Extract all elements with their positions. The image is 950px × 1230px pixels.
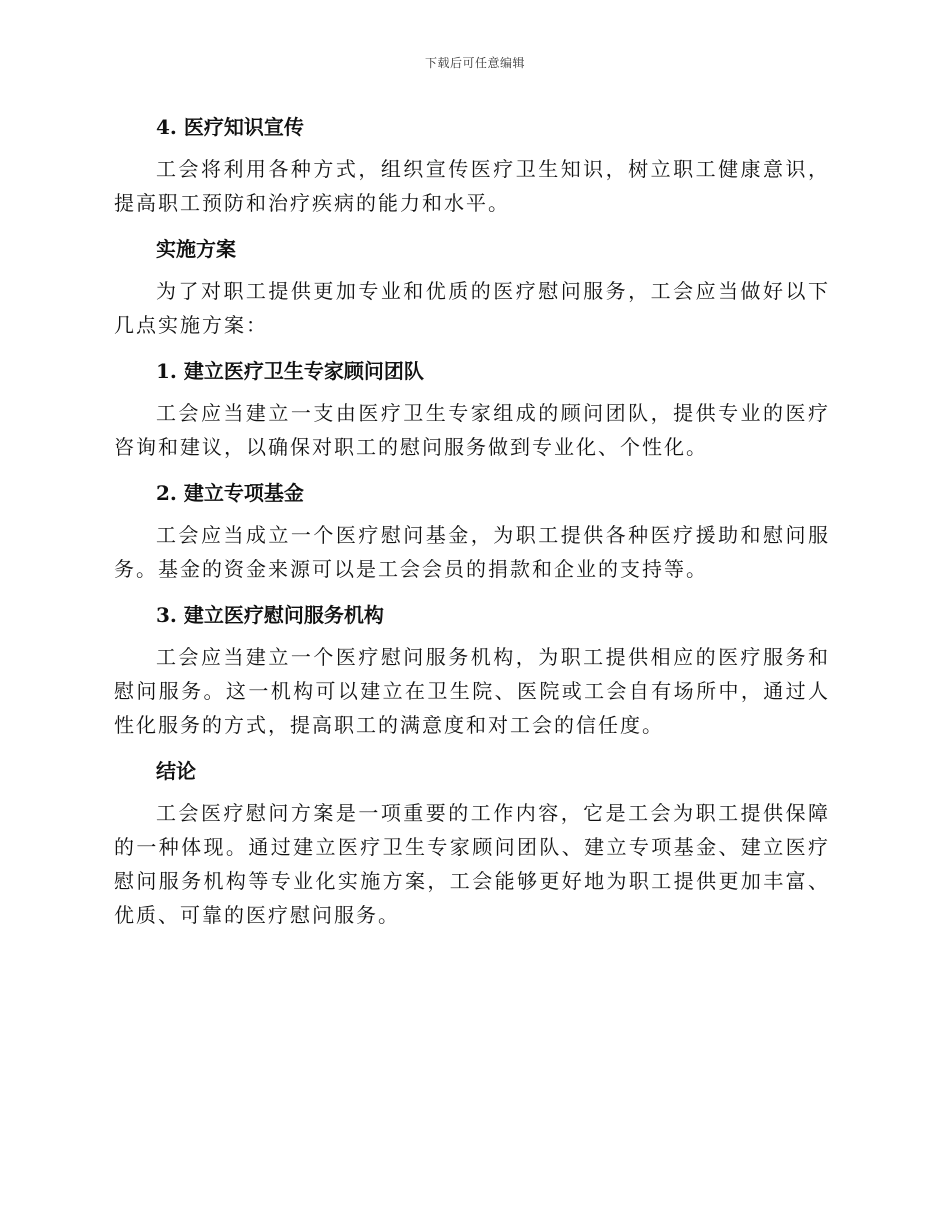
section-paragraph-conclusion: 工会医疗慰问方案是一项重要的工作内容，它是工会为职工提供保障的一种体现。通过建立医疗卫生专家顾问团队、建立专项基金、建立医疗慰问服务机构等专业化实施方案，工会能够更好地为职工提供更加丰富、优质、可靠的医疗慰问服务。	[114, 801, 830, 927]
section-paragraph-medical-knowledge: 工会将利用各种方式，组织宣传医疗卫生知识，树立职工健康意识，提高职工预防和治疗疾病的能力和水平。	[114, 157, 830, 215]
section-paragraph-service-agency: 工会应当建立一个医疗慰问服务机构，为职工提供相应的医疗服务和慰问服务。这一机构可以建立在卫生院、医院或工会自有场所中，通过人性化服务的方式，提高职工的满意度和对工会的信任度。	[114, 645, 830, 737]
section-paragraph-expert-team: 工会应当建立一支由医疗卫生专家组成的顾问团队，提供专业的医疗咨询和建议，以确保对职工的慰问服务做到专业化、个性化。	[114, 401, 830, 459]
section-paragraph-implementation: 为了对职工提供更加专业和优质的医疗慰问服务，工会应当做好以下几点实施方案：	[114, 279, 830, 337]
document-body	[114, 110, 830, 932]
section-heading-expert-team: 1. 建立医疗卫生专家顾问团队	[156, 359, 424, 383]
section-paragraph-special-fund: 工会应当成立一个医疗慰问基金，为职工提供各种医疗援助和慰问服务。基金的资金来源可以是工会会员的捐款和企业的支持等。	[114, 523, 830, 581]
section-heading-special-fund: 2. 建立专项基金	[156, 481, 304, 505]
section-heading-conclusion: 结论	[156, 759, 196, 783]
section-heading-medical-knowledge: 4. 医疗知识宣传	[156, 115, 304, 139]
section-heading-service-agency: 3. 建立医疗慰问服务机构	[156, 603, 384, 627]
running-header: 下载后可任意编辑	[424, 56, 525, 70]
section-heading-implementation: 实施方案	[156, 237, 236, 261]
